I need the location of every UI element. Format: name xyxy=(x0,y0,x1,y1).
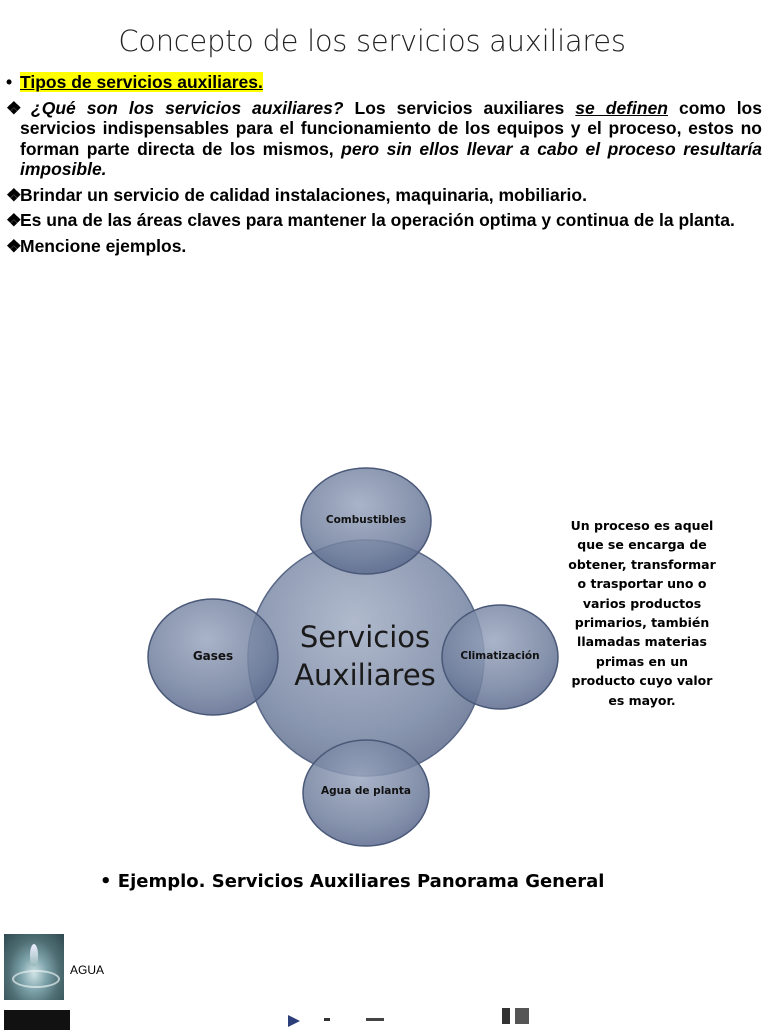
water-drop-shape xyxy=(30,944,38,966)
definition-text xyxy=(20,98,762,180)
bullet-tipos xyxy=(6,72,762,93)
definition-question: ¿Qué son los servicios auxiliares? xyxy=(31,97,344,118)
cropped-fragment xyxy=(515,1008,529,1024)
bullet-marker: • xyxy=(6,72,13,92)
bullet-ejemplos xyxy=(6,236,762,257)
tipos-heading: Tipos de servicios auxiliares. xyxy=(20,72,263,92)
example-bullet: • xyxy=(100,871,112,892)
process-definition-note: Un proceso es aquel que se encarga de obtener, transformar o trasportar uno o varios productos primarios, también llamadas materias primas en un producto cuyo valor es mayor. xyxy=(568,518,716,708)
agua-label: AGUA xyxy=(70,963,105,977)
definition-underline: se definen xyxy=(575,97,668,118)
node-top-label: Combustibles xyxy=(325,514,407,526)
bullet-brindar xyxy=(6,185,762,206)
services-diagram xyxy=(140,460,570,860)
brindar-text: Brindar un servicio de calidad instalaciones, maquinaria, mobiliario. xyxy=(20,184,587,205)
dark-thumbnail xyxy=(4,1010,70,1030)
center-label-line2: Auxiliares xyxy=(294,658,436,692)
ejemplos-text: Mencione ejemplos. xyxy=(20,235,187,256)
cropped-fragment xyxy=(324,1018,330,1021)
center-label-line1: Servicios xyxy=(299,620,431,654)
definition-part2: como los servicios indispensables para el funcionamiento de los equipos y el proceso, estos no forman parte directa de los mismos, xyxy=(20,97,762,159)
areas-text: Es una de las áreas claves para mantener la operación optima y continua de la planta. xyxy=(20,210,735,230)
diamond-bullet-icon: ❖ xyxy=(6,210,22,230)
cropped-fragment xyxy=(366,1018,384,1021)
arrow-fragment-icon xyxy=(288,1015,300,1027)
definition-italic: pero sin ellos llevar a cabo el proceso resultaría imposible. xyxy=(20,138,762,179)
example-heading xyxy=(100,871,604,892)
slide-title: Concepto de los servicios auxiliares xyxy=(118,24,626,58)
bullet-list xyxy=(6,72,762,261)
water-thumbnail xyxy=(4,934,64,1000)
bullet-definition xyxy=(6,98,762,180)
node-right-label: Climatización xyxy=(460,650,540,662)
bullet-areas xyxy=(6,210,762,231)
diamond-bullet-icon: ❖ xyxy=(6,97,22,118)
diamond-bullet-icon: ❖ xyxy=(6,184,22,205)
water-ripple-shape xyxy=(12,970,60,988)
example-text: Ejemplo. Servicios Auxiliares Panorama General xyxy=(117,871,605,892)
node-bottom-label: Agua de planta xyxy=(321,785,411,797)
cropped-fragment xyxy=(502,1008,510,1024)
node-left-label: Gases xyxy=(192,649,234,663)
diamond-bullet-icon: ❖ xyxy=(6,235,22,256)
definition-part1: Los servicios auxiliares xyxy=(343,97,576,118)
